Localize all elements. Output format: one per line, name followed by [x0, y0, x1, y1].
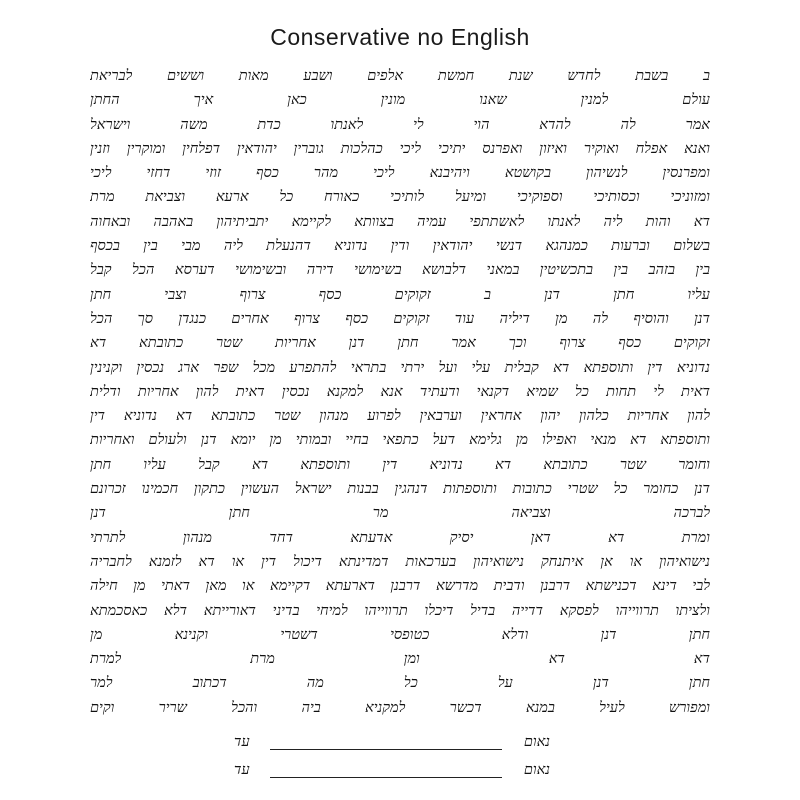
- ketubah-line: בין בזהב בין בתכשיטין במאני דלבושא בשימושי דירה ובשימושי דערסא הכל קבל: [90, 262, 710, 279]
- signature-rule[interactable]: [270, 749, 502, 750]
- ketubah-line: ולציתו תרווייהו לפסקא דדייה בדיל דיכלו תרווייהו למיחי בדיני דאורייתא דלא כאסכמתא: [90, 602, 710, 619]
- ketubah-line: חתן דנן ודלא כטופסי דשטרי וקנינא מן: [90, 626, 710, 643]
- ketubah-line: וחומר שטר כתובתא דא נדוניא דין ותוספתא דא קבל עליו חתן: [90, 456, 710, 473]
- ketubah-line: ומזוניכי וכסותיכי וספוקיכי ומיעל לותיכי כאורח כל ארעא וצביאת מרת: [90, 189, 710, 206]
- signature-witness-label: עד: [234, 734, 250, 750]
- ketubah-line: בשלום וברעות כמנהגא דנשי יהודאין ודין נדוניא דהנעלת ליה מבי בין בכסף: [90, 238, 710, 255]
- ketubah-line: עולם למנין שאנו מונין כאן איך החתן: [90, 92, 710, 109]
- ketubah-line: זקוקים כסף צרוף וכך אמר חתן דנן אחריות שטר כתובתא דא: [90, 335, 710, 352]
- ketubah-line: ותוספתא דא מנאי ואפילו מן גלימא דעל כתפאי בחיי ובמותי מן יומא דנן ולעולם ואחריות: [90, 432, 710, 449]
- signature-line-1: [220, 734, 550, 756]
- ketubah-line: להון אחריות כלהון יהון אחראין וערבאין לפרוע מנהון שטר כתובתא דא נדוניא דין: [90, 408, 710, 425]
- ketubah-text: [90, 64, 710, 720]
- ketubah-line: חתן דנן על כל מה דכתוב למר: [90, 675, 710, 692]
- ketubah-line: ואנא אפלח ואוקיר ואיזון ואפרנס יתיכי ליכי כהלכות גוברין יהודאין דפלחין ומוקרין וזנין: [90, 140, 710, 157]
- ketubah-line: לבי דינא דכנישתא דרבנן ודבית מדרשא דרבנן דארעתא דקיימא או מאן דאתי מן חילה: [90, 578, 710, 595]
- ketubah-line: ומרת דא דאן יסיק אדעתא דחד מנהון לתרתי: [90, 529, 710, 546]
- ketubah-line: ב בשבת לחדש שנת חמשת אלפים ושבע מאות וששים לבריאת: [90, 68, 710, 84]
- ketubah-line: לברכה וצביאה מר חתן דנן: [90, 505, 710, 522]
- ketubah-line: דא דא ומן מרת למרת: [90, 651, 710, 668]
- signature-witness-label: עד: [234, 762, 250, 778]
- ketubah-line: דנן כחומר כל שטרי כתובות ותוספתות דנהגין בבנות ישראל העשוין כתקון חכמינו זכרונם: [90, 481, 710, 498]
- ketubah-line: ומפרנסין לנשיהון בקושטא ויהיבנא ליכי מהר כסף זוזי דחזי ליכי: [90, 165, 710, 182]
- signature-rule[interactable]: [270, 777, 502, 778]
- signature-name-label: נאום: [523, 762, 550, 778]
- ketubah-line: דא והות ליה לאנתו לאשתתפי עמיה בצוותא לקיימא יתביתיהון באהבה ובאחוה: [90, 213, 710, 230]
- signature-line-2: [220, 762, 550, 784]
- ketubah-line: אמר לה להדא הוי לי לאנתו כדת משה וישראל: [90, 116, 710, 133]
- ketubah-line: עליו חתן דנן ב זקוקים כסף צרוף וצבי חתן: [90, 286, 710, 303]
- ketubah-line: נישואיהון או אן איתנחק נישואיהון בערכאות דמדינתא דיכול דין או דא לזמנא לחבריה: [90, 553, 710, 570]
- ketubah-line: ומפורש לעיל במנא דכשר למקניא ביה והכל שריר וקים: [90, 699, 710, 716]
- ketubah-line: נדוניא דין ותוספתא דא קבלית עלי ועל ירתי בתראי להתפרע מכל שפר ארג נכסין וקנינין: [90, 359, 710, 376]
- signature-name-label: נאום: [523, 734, 550, 750]
- page-title: Conservative no English: [270, 24, 530, 50]
- ketubah-line: דאית לי תחות כל שמיא דקנאי ודעתיד אנא למקנא נכסין דאית להון אחריות ודלית: [90, 383, 710, 400]
- ketubah-line: דנן והוסיף לה מן דיליה עוד זקוקים כסף צרוף אחרים כנגדן סך הכל: [90, 310, 710, 327]
